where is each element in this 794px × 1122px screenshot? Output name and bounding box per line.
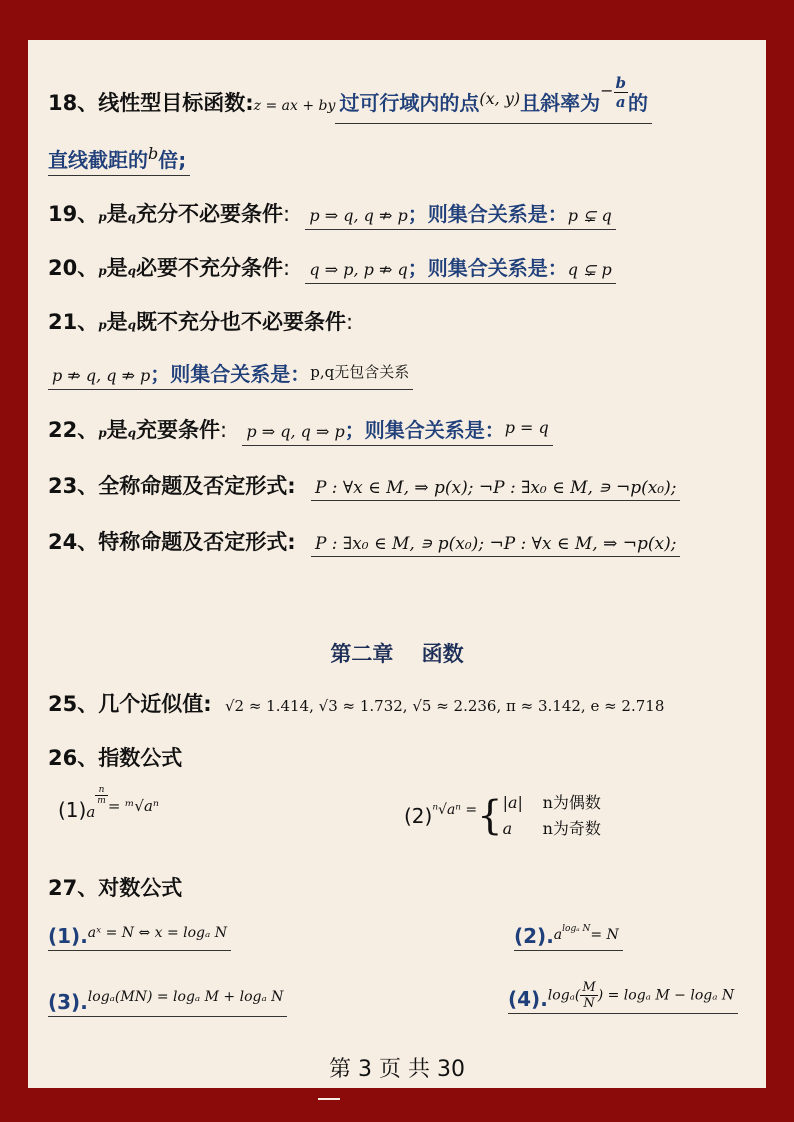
document-page: [28, 40, 766, 1088]
exp-formula-2-case1: |a|: [502, 793, 523, 812]
item-18-slope-den: a: [615, 93, 626, 111]
item-18-text1: 过可行域内的点: [339, 91, 480, 115]
item-21-number: 21、: [48, 310, 99, 334]
item-20-number: 20、: [48, 256, 99, 280]
item-25-label: 几个近似值:: [98, 692, 212, 716]
log-formula-2: [514, 924, 623, 951]
log-formula-3: [48, 990, 287, 1017]
exp-formula-1-exp-num: n: [95, 785, 108, 796]
item-24: [48, 526, 680, 557]
item-26-number: 26、: [48, 746, 99, 770]
exp-formula-2: [404, 790, 601, 842]
item-21-p: p: [98, 318, 107, 332]
item-19-label: 充分不必要条件: [136, 202, 284, 226]
item-19-p: p: [98, 210, 107, 224]
item-18-text3: 的: [628, 91, 649, 115]
item-26-label: 指数公式: [98, 746, 183, 770]
exp-formula-1-base: a: [86, 803, 96, 821]
item-18-number: 18、: [48, 91, 99, 115]
log-formula-1-index: (1).: [48, 924, 88, 948]
item-20-answer: [305, 252, 615, 284]
item-22-colon: :: [220, 418, 228, 442]
item-18-cont-answer: [48, 144, 190, 176]
item-18-title: 线性型目标函数:: [98, 91, 254, 115]
item-19-is: 是: [106, 202, 128, 226]
exp-formula-1-rhs: = ᵐ√aⁿ: [107, 797, 159, 815]
item-22-set-relation: p = q: [504, 418, 549, 437]
item-22-answer: [242, 414, 552, 446]
log-formula-3-underline: [48, 990, 287, 1017]
item-20-label: 必要不充分条件: [136, 256, 284, 280]
exp-formula-2-brace: {: [477, 793, 503, 839]
item-18-cont2: 倍;: [158, 148, 187, 172]
log-formula-3-index: (3).: [48, 990, 88, 1014]
item-22-p: p: [98, 426, 107, 440]
item-20-relation-label: ；则集合关系是：: [407, 256, 568, 280]
log-formula-1-expr: aˣ = N ⇔ x = logₐ N: [87, 925, 227, 941]
log-formula-1: [48, 924, 231, 951]
item-18-cont1: 直线截距的: [48, 148, 148, 172]
exp-formula-2-cases: [503, 790, 601, 842]
log-formula-2-underline: [514, 924, 623, 951]
exp-formula-2-case2: a: [502, 819, 513, 838]
footer-dash: [318, 1098, 340, 1100]
log-formula-4-pre: logₐ(: [547, 987, 581, 1004]
item-27-number: 27、: [48, 876, 99, 900]
item-21-set-relation: p,q无包含关系: [310, 363, 410, 381]
item-20-colon: :: [283, 256, 291, 280]
log-formula-4-num: M: [582, 980, 596, 995]
item-18-slope-sign: −: [600, 81, 614, 100]
item-22-number: 22、: [48, 418, 99, 442]
item-22-q: q: [127, 426, 137, 440]
exp-formula-2-case2-cond: n为奇数: [542, 819, 601, 838]
log-formula-3-expr: logₐ(MN) = logₐ M + logₐ N: [87, 989, 284, 1005]
item-27-label: 对数公式: [98, 876, 183, 900]
item-19-set-relation: p ⊊ q: [567, 206, 612, 225]
item-21-is: 是: [106, 310, 128, 334]
item-22-relation-label: ；则集合关系是：: [344, 418, 505, 442]
item-18-text2: 且斜率为: [520, 91, 601, 115]
item-19: [48, 198, 616, 230]
item-23-number: 23、: [48, 474, 99, 498]
item-21-implication: p ⇏ q, q ⇏ p: [52, 366, 151, 385]
item-26: [48, 742, 182, 772]
item-19-number: 19、: [48, 202, 99, 226]
item-21-label: 既不充分也不必要条件: [136, 310, 347, 334]
exp-formula-1-index: (1): [58, 798, 87, 822]
item-23: [48, 470, 680, 501]
log-formula-1-underline: [48, 924, 231, 951]
item-20-implication: q ⇒ p, p ⇏ q: [309, 260, 408, 279]
item-25-expression: √2 ≈ 1.414, √3 ≈ 1.732, √5 ≈ 2.236, π ≈ 3.142, e ≈ 2.718: [224, 697, 665, 715]
exp-formula-2-lhs: ⁿ√aⁿ =: [432, 802, 478, 818]
item-19-q: q: [127, 210, 137, 224]
item-21-colon: :: [346, 310, 354, 334]
item-25: [48, 688, 664, 718]
item-25-number: 25、: [48, 692, 99, 716]
item-19-colon: :: [283, 202, 291, 226]
item-24-label: 特称命题及否定形式:: [98, 530, 296, 554]
item-20-is: 是: [106, 256, 128, 280]
item-18-expr: z = ax + by: [253, 98, 336, 114]
exp-formula-2-case1-cond: n为偶数: [542, 793, 601, 812]
page-footer: 第 3 页 共 30: [329, 1057, 465, 1082]
item-22-implication: p ⇒ q, q ⇒ p: [246, 422, 345, 441]
item-20-p: p: [98, 264, 107, 278]
log-formula-2-exponent: logₐ N: [562, 924, 591, 934]
item-22-is: 是: [106, 418, 128, 442]
item-21-continued: [48, 358, 413, 390]
exp-formula-1-exponent: [95, 785, 108, 806]
item-22: [48, 414, 553, 446]
item-21: [48, 306, 353, 336]
log-formula-2-rhs: = N: [590, 927, 619, 943]
log-formula-4-post: ) = logₐ M − logₐ N: [597, 987, 735, 1004]
item-24-number: 24、: [48, 530, 99, 554]
item-18-cont-b: b: [148, 144, 159, 163]
item-24-expression: P : ∃x₀ ∈ M, ∍ p(x₀); ¬P : ∀x ∈ M, ⇒ ¬p(x);: [311, 534, 681, 557]
exp-formula-1: [58, 785, 159, 822]
item-19-implication: p ⇒ q, q ⇏ p: [309, 206, 408, 225]
item-19-answer: [305, 198, 615, 230]
log-formula-4-den: N: [583, 996, 595, 1011]
item-21-q: q: [127, 318, 137, 332]
item-27: [48, 872, 182, 902]
item-23-label: 全称命题及否定形式:: [98, 474, 296, 498]
item-23-expression: P : ∀x ∈ M, ⇒ p(x); ¬P : ∃x₀ ∈ M, ∍ ¬p(x₀);: [311, 478, 681, 501]
log-formula-2-base: a: [553, 927, 563, 943]
item-20-q: q: [127, 264, 137, 278]
log-formula-4: [508, 980, 738, 1014]
log-formula-4-underline: [508, 980, 738, 1014]
item-21-answer: [48, 358, 413, 390]
item-18-continued: [48, 144, 190, 176]
exp-formula-2-index: (2): [404, 804, 433, 828]
log-formula-2-index: (2).: [514, 924, 554, 948]
item-18-point: (x, y): [479, 89, 521, 108]
item-18-slope-fraction: [614, 74, 629, 111]
item-20-set-relation: q ⊊ p: [567, 260, 612, 279]
item-22-label: 充要条件: [136, 418, 221, 442]
log-formula-4-fraction: [580, 980, 597, 1011]
item-18-answer: [335, 74, 652, 124]
item-18: [48, 74, 652, 124]
log-formula-4-index: (4).: [508, 987, 548, 1011]
chapter-heading: 第二章 函数: [330, 642, 464, 666]
item-21-relation-label: ；则集合关系是：: [150, 362, 311, 386]
item-18-slope-num: b: [615, 74, 627, 92]
exp-formula-1-exp-den: m: [97, 796, 106, 806]
item-19-relation-label: ；则集合关系是：: [407, 202, 568, 226]
item-20: [48, 252, 616, 284]
